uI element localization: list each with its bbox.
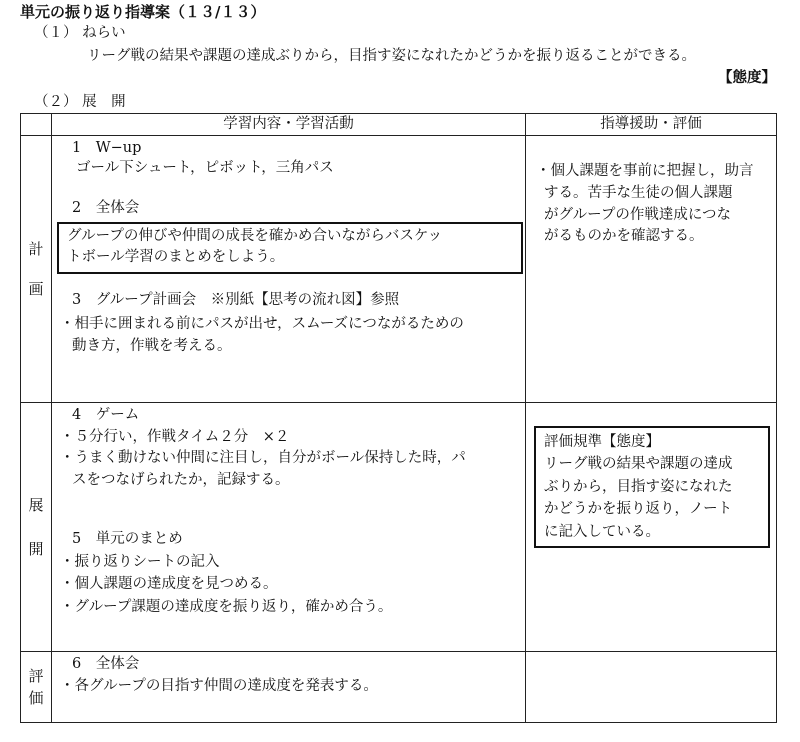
table-row-hyoka	[21, 652, 777, 723]
content-cell-hyoka	[52, 652, 526, 723]
eval-title: 評価規準【態度】	[544, 434, 660, 450]
stage-char: 展	[28, 495, 44, 514]
support-cell-keikaku	[526, 136, 777, 403]
stage-cell-tenkai	[21, 403, 52, 652]
eval-line: に記入している。	[544, 523, 660, 540]
content-cell-tenkai	[52, 403, 526, 652]
item4-bullet-cont: スをつなげられたか，記録する。	[72, 471, 290, 488]
stage-cell-keikaku	[21, 136, 52, 403]
goal-line: グループの伸びや仲間の成長を確かめ合いながらバスケッ	[67, 227, 443, 244]
item5-bullet: ・グループ課題の達成度を振り返り，確かめ合う。	[60, 598, 393, 615]
item5-bullet: ・個人課題の達成度を見つめる。	[60, 576, 278, 593]
item3-bullet-cont: 動き方，作戦を考える。	[72, 338, 232, 355]
table-header-row	[21, 114, 777, 136]
stage-char: 画	[28, 280, 44, 298]
lesson-goal-box	[57, 222, 523, 275]
support-line: する。苦手な生徒の個人課題	[544, 184, 733, 201]
section1-aim-text: リーグ戦の結果や課題の達成ぶりから，目指す姿になれたかどうかを振り返ることができる。	[87, 48, 696, 64]
header-support: 指導援助・評価	[526, 114, 777, 136]
section1-attitude-tag: 【態度】	[718, 70, 776, 86]
eval-line: ぶりから，目指す姿になれた	[544, 478, 733, 495]
content-cell-keikaku	[52, 136, 526, 403]
support-line: がグループの作戦達成につな	[544, 206, 732, 223]
table-row-tenkai	[21, 403, 777, 652]
table-row-keikaku	[21, 136, 777, 403]
lesson-plan-table	[20, 113, 777, 723]
item5-heading: 5 単元のまとめ	[72, 531, 183, 548]
stage-char: 評	[28, 666, 44, 685]
item6-bullet: ・各グループの目指す仲間の達成度を発表する。	[60, 677, 378, 694]
item4-bullet: ・うまく動けない仲間に注目し，自分がボール保持した時，パ	[60, 450, 466, 467]
stage-char: 価	[28, 689, 44, 707]
section1-heading: （１） ねらい	[34, 25, 126, 41]
support-cell-tenkai	[526, 403, 777, 652]
stage-char: 開	[28, 540, 44, 558]
item1-body: ゴール下シュート，ピボット，三角パス	[76, 159, 334, 176]
header-stage	[21, 114, 52, 136]
support-line: ・個人課題を事前に把握し，助言	[536, 163, 754, 179]
item6-heading: 6 全体会	[72, 656, 140, 672]
evaluation-criteria-box	[534, 426, 770, 548]
document-title: 単元の振り返り指導案（１３/１３）	[20, 3, 266, 21]
item4-bullet: ・５分行い，作戦タイム２分 ×２	[60, 428, 290, 445]
header-content: 学習内容・学習活動	[52, 114, 526, 136]
eval-line: リーグ戦の結果や課題の達成	[544, 456, 733, 473]
stage-cell-hyoka	[21, 652, 52, 723]
goal-line: トボール学習のまとめをしよう。	[67, 249, 285, 266]
item5-bullet: ・振り返りシートの記入	[60, 553, 220, 570]
support-cell-hyoka	[526, 652, 777, 723]
item1-heading: 1 W−up	[72, 140, 142, 156]
item3-bullet: ・相手に囲まれる前にパスが出せ，スムーズにつながるための	[60, 315, 464, 332]
eval-line: かどうかを振り返り，ノート	[544, 501, 733, 518]
item2-heading: 2 全体会	[72, 200, 140, 217]
item3-heading: 3 グループ計画会 ※別紙【思考の流れ図】参照	[72, 292, 400, 309]
stage-char: 計	[28, 239, 44, 258]
support-line: がるものかを確認する。	[544, 228, 704, 245]
section2-heading: （２） 展 開	[34, 94, 126, 110]
item4-heading: 4 ゲーム	[72, 407, 140, 423]
